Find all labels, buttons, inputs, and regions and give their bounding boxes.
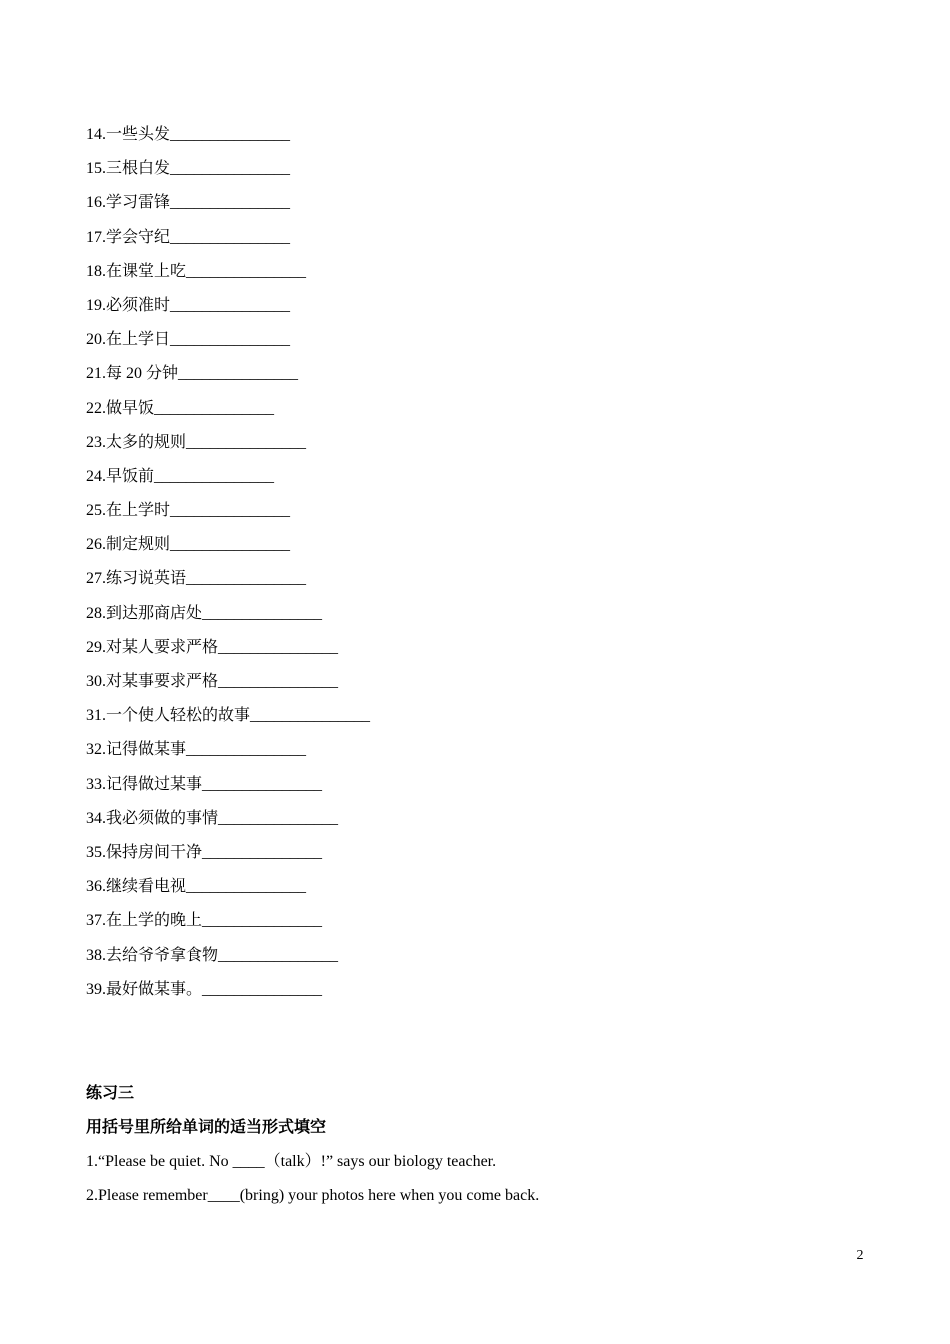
vocab-item bbox=[86, 876, 886, 910]
vocab-item-blank: _______________ bbox=[186, 741, 307, 759]
vocab-item bbox=[86, 979, 886, 1013]
vocab-item-text: 23.太多的规则 bbox=[86, 433, 187, 451]
vocab-item bbox=[86, 261, 886, 295]
vocab-item-blank: _______________ bbox=[186, 433, 307, 451]
vocab-item-text: 37.在上学的晚上 bbox=[86, 912, 203, 930]
vocab-item-text: 29.对某人要求严格 bbox=[86, 638, 219, 656]
vocab-item bbox=[86, 534, 886, 568]
vocab-item bbox=[86, 568, 886, 602]
vocab-item-blank: _______________ bbox=[186, 570, 307, 588]
vocab-item-text: 14.一些头发 bbox=[86, 126, 171, 143]
vocab-item-blank: _______________ bbox=[250, 707, 371, 725]
vocab-item-blank: _______________ bbox=[154, 467, 275, 485]
vocab-item bbox=[86, 774, 886, 808]
vocab-item bbox=[86, 910, 886, 944]
vocab-item-text: 30.对某事要求严格 bbox=[86, 673, 219, 690]
vocab-item-blank: _______________ bbox=[170, 126, 291, 143]
vocab-item-text: 38.去给爷爷拿食物 bbox=[86, 946, 219, 964]
vocab-item-text: 26.制定规则 bbox=[86, 536, 171, 554]
vocab-item bbox=[86, 432, 886, 466]
vocab-item bbox=[86, 500, 886, 534]
vocab-item-text: 22.做早饭 bbox=[86, 399, 155, 417]
vocab-item bbox=[86, 466, 886, 500]
vocab-item-blank: _______________ bbox=[202, 775, 323, 793]
vocab-item-text: 25.在上学时 bbox=[86, 502, 171, 520]
vocab-item bbox=[86, 945, 886, 979]
page-number: 2 bbox=[856, 1248, 864, 1263]
vocab-item bbox=[86, 603, 886, 637]
vocab-item-blank: _______________ bbox=[202, 843, 323, 861]
section-title: 练习三 bbox=[86, 1085, 135, 1102]
vocab-item bbox=[86, 227, 886, 261]
vocab-item-blank: _______________ bbox=[186, 878, 307, 896]
vocab-item-text: 19.必须准时 bbox=[86, 296, 171, 314]
vocab-item-text: 18.在课堂上吃 bbox=[86, 262, 187, 280]
vocab-item-blank: _______________ bbox=[170, 194, 291, 212]
vocab-item-text: 34.我必须做的事情 bbox=[86, 809, 219, 827]
vocab-item-text: 27.练习说英语 bbox=[86, 570, 187, 588]
vocab-item-text: 39.最好做某事。 bbox=[86, 980, 203, 998]
vocab-item bbox=[86, 671, 886, 705]
vocab-item bbox=[86, 637, 886, 671]
vocab-list bbox=[86, 124, 886, 1013]
exercise-item-1: 1.“Please be quiet. No ____（talk）!” says our biology teacher. bbox=[86, 1153, 497, 1170]
vocab-item-text: 17.学会守纪 bbox=[86, 228, 171, 246]
vocab-item-blank: _______________ bbox=[170, 536, 291, 554]
vocab-item bbox=[86, 363, 886, 397]
vocab-item-text: 36.继续看电视 bbox=[86, 878, 187, 896]
vocab-item-blank: _______________ bbox=[202, 980, 323, 998]
vocab-item-text: 33.记得做过某事 bbox=[86, 775, 203, 793]
exercise-item-2: 2.Please remember____(bring) your photos here when you come back. bbox=[86, 1187, 540, 1204]
vocab-item bbox=[86, 739, 886, 773]
vocab-item-blank: _______________ bbox=[170, 502, 291, 520]
vocab-item bbox=[86, 842, 886, 876]
vocab-item-blank: _______________ bbox=[186, 262, 307, 280]
vocab-item-blank: _______________ bbox=[218, 809, 339, 827]
vocab-item bbox=[86, 124, 886, 158]
vocab-item-blank: _______________ bbox=[170, 160, 291, 178]
vocab-item-blank: _______________ bbox=[170, 296, 291, 314]
vocab-item-blank: _______________ bbox=[154, 399, 275, 417]
vocab-section bbox=[86, 124, 886, 1013]
vocab-item bbox=[86, 398, 886, 432]
vocab-item-blank: _______________ bbox=[218, 673, 339, 690]
vocab-item-blank: _______________ bbox=[218, 946, 339, 964]
vocab-item-text: 20.在上学日 bbox=[86, 331, 171, 349]
vocab-item bbox=[86, 295, 886, 329]
vocab-item-text: 28.到达那商店处 bbox=[86, 604, 203, 622]
vocab-item bbox=[86, 329, 886, 363]
vocab-item-blank: _______________ bbox=[202, 604, 323, 622]
vocab-item-blank: _______________ bbox=[202, 912, 323, 930]
vocab-item bbox=[86, 192, 886, 226]
vocab-item-text: 24.早饭前 bbox=[86, 467, 155, 485]
vocab-item-blank: _______________ bbox=[218, 638, 339, 656]
vocab-item-text: 21.每 20 分钟 bbox=[86, 365, 179, 383]
vocab-item bbox=[86, 158, 886, 192]
vocab-item-text: 32.记得做某事 bbox=[86, 741, 187, 759]
vocab-item-blank: _______________ bbox=[178, 365, 299, 383]
vocab-item-text: 35.保持房间干净 bbox=[86, 843, 203, 861]
vocab-item-text: 16.学习雷锋 bbox=[86, 194, 171, 212]
exercise-section bbox=[86, 1083, 886, 1219]
vocab-item-blank: _______________ bbox=[170, 331, 291, 349]
vocab-item-text: 15.三根白发 bbox=[86, 160, 171, 178]
vocab-item-text: 31.一个使人轻松的故事 bbox=[86, 707, 251, 725]
vocab-item-blank: _______________ bbox=[170, 228, 291, 246]
vocab-item bbox=[86, 705, 886, 739]
vocab-item bbox=[86, 808, 886, 842]
section-instruction: 用括号里所给单词的适当形式填空 bbox=[86, 1119, 327, 1136]
